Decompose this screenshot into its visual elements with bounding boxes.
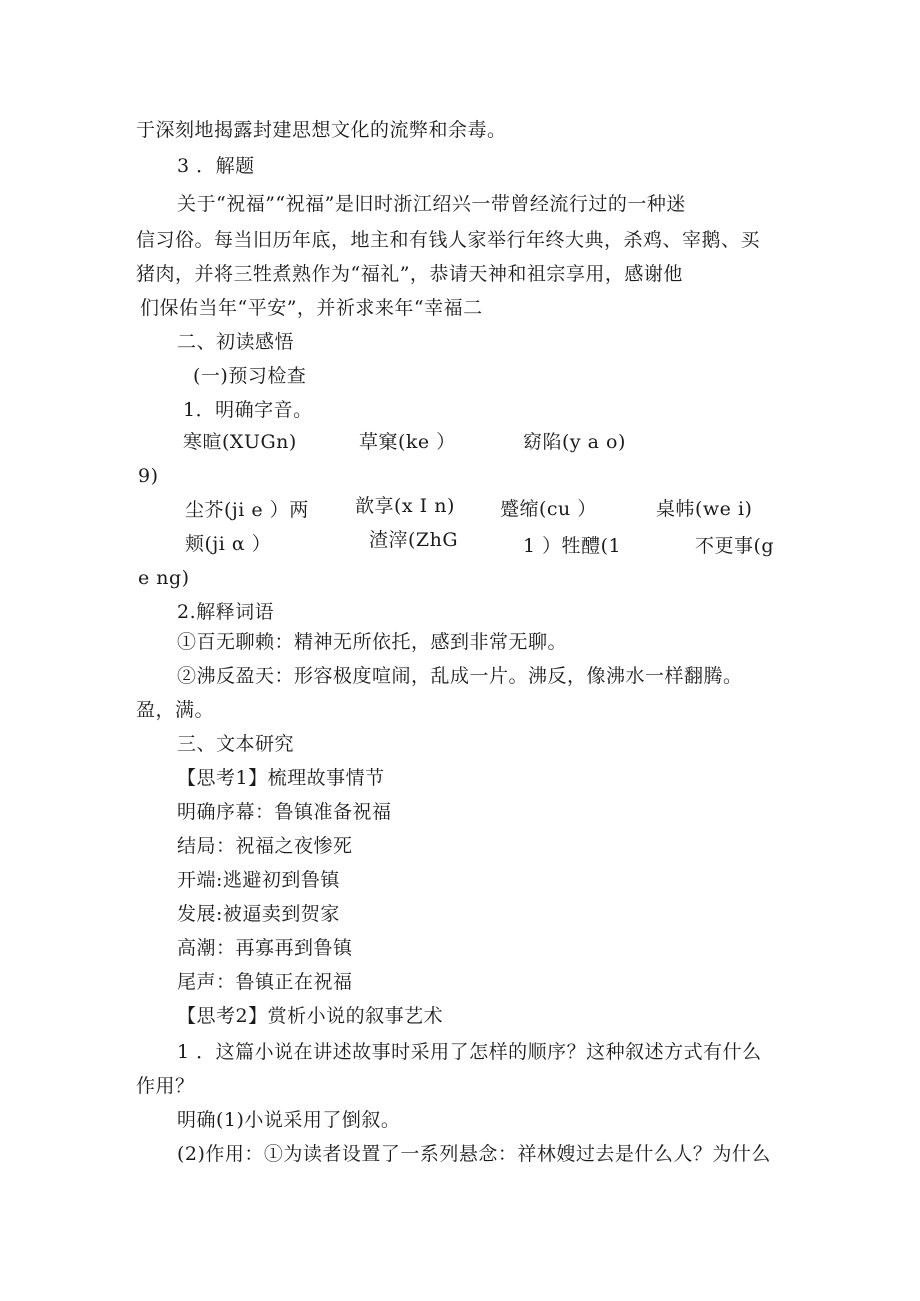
pronunciation-item: 颊(ji α ） — [185, 533, 272, 555]
item-heading: 1．明确字音。 — [183, 399, 313, 421]
text-line: 关于“祝福”“祝福”是旧时浙江绍兴一带曾经流行过的一种迷 — [177, 193, 686, 215]
text-line: 猪肉，并将三牲煮熟作为“福礼”，恭请天神和祖宗享用，感谢他 — [136, 263, 683, 285]
text-line: 结局：祝福之夜惨死 — [177, 835, 353, 857]
pronunciation-item: 草窠(ke ） — [359, 431, 456, 453]
pronunciation-item: 1 ）牲醴(1 — [523, 535, 622, 557]
text-line: e ng) — [138, 567, 190, 589]
section-heading: 三、文本研究 — [177, 733, 295, 755]
item-heading: 2.解释词语 — [177, 601, 275, 623]
subsection-heading: 【思考2】赏析小说的叙事艺术 — [177, 1005, 444, 1027]
text-line: 尾声：鲁镇正在祝福 — [177, 971, 353, 993]
text-line: 于深刻地揭露封建思想文化的流弊和余毒。 — [136, 119, 507, 141]
text-line: 们保佑当年“平安”，并祈求来年“幸福二 — [140, 297, 483, 319]
text-line: 开端:逃避初到鲁镇 — [177, 869, 340, 891]
pronunciation-item: 渣滓(ZhG — [369, 529, 459, 551]
subsection-heading: (一)预习检查 — [193, 365, 307, 387]
pronunciation-item: 尘芥(ji e ）两 — [185, 499, 309, 521]
pronunciation-item: 寒暄(XUGn) — [183, 431, 297, 453]
text-line: ①百无聊赖：精神无所依托，感到非常无聊。 — [177, 631, 568, 653]
pronunciation-item: 桌帏(we i) — [656, 498, 753, 520]
section-heading: 二、初读感悟 — [177, 331, 295, 353]
text-line: 作用？ — [136, 1075, 195, 1097]
pronunciation-item: 不更事(g — [695, 535, 775, 557]
text-line: 9) — [138, 465, 159, 487]
pronunciation-item: 蹙缩(cu ） — [500, 498, 597, 520]
text-line: ②沸反盈天：形容极度喧闹，乱成一片。沸反，像沸水一样翻腾。 — [177, 665, 743, 687]
text-line: 明确(1)小说采用了倒叙。 — [177, 1109, 401, 1131]
text-line: 发展:被逼卖到贺家 — [177, 903, 340, 925]
text-line: 1 ．这篇小说在讲述故事时采用了怎样的顺序？这种叙述方式有什么 — [177, 1041, 762, 1063]
section-heading: 3 ．解题 — [177, 155, 255, 177]
text-line: 高潮：再寡再到鲁镇 — [177, 937, 353, 959]
text-line: 明确序幕：鲁镇准备祝福 — [177, 801, 392, 823]
pronunciation-item: 窈陷(y a o) — [523, 431, 626, 453]
text-line: 盈，满。 — [136, 699, 215, 721]
text-line: (2)作用：①为读者设置了一系列悬念：祥林嫂过去是什么人？为什么 — [177, 1143, 771, 1165]
text-line: 信习俗。每当旧历年底，地主和有钱人家举行年终大典，杀鸡、宰鹅、买 — [136, 229, 761, 251]
pronunciation-item: 歆享(x I n) — [355, 495, 455, 517]
subsection-heading: 【思考1】梳理故事情节 — [177, 767, 385, 789]
